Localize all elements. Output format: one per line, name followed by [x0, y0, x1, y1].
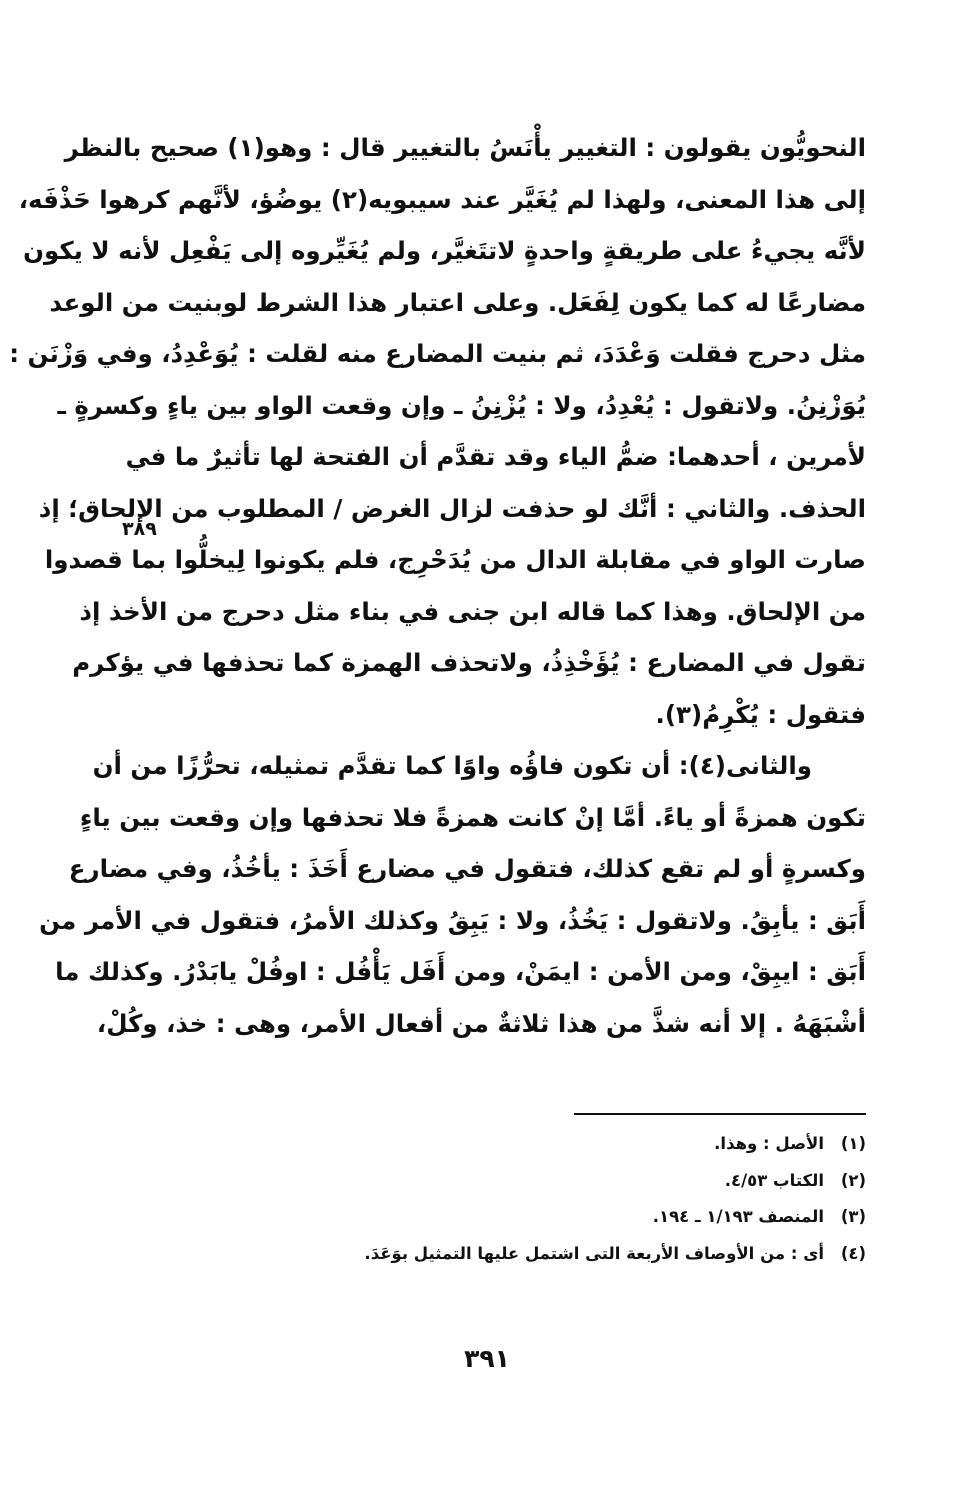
page-number: ٣٩١ — [464, 1344, 510, 1373]
text-line: مثل دحرج فقلت وَعْدَدَ، ثم بنيت المضارع منه لقلت : يُوَعْدِدُ، وفي وَزْنَن : — [9, 339, 866, 368]
footnote-item — [266, 1199, 866, 1236]
text-line: الحذف. والثاني : أنَّك لو حذفت لزال الغرض / المطلوب من الإلحاق؛ إذ — [38, 493, 866, 523]
text-line: والثانى(٤): أن تكون فاؤُه واوًا كما تقدَّم تمثيله، تحرُّزًا من أن — [92, 751, 812, 780]
text-line: لأنَّه يجيءُ على طريقةٍ واحدةٍ لاتتَغيَّر، ولم يُغَيِّروه إلى يَفْعِل لأنه لا يكون — [23, 236, 866, 265]
text-line: من الإلحاق. وهذا كما قاله ابن جنى في بناء مثل دحرج من الأخذ إذ — [79, 596, 866, 626]
text-line: صارت الواو في مقابلة الدال من يُدَحْرِج، فلم يكونوا لِيخلُّوا بما قصدوا — [44, 545, 866, 574]
text-line: تقول في المضارع : يُؤَخْذِذُ، ولاتحذف الهمزة كما تحذفها في يؤكرم — [72, 648, 866, 677]
footnote-item — [266, 1163, 866, 1200]
footnote-number: (٣) — [840, 1207, 866, 1226]
text-line: النحويُّون يقولون : التغيير يأْنَسُ بالتغيير قال : وهو(١) صحيح بالنظر — [64, 133, 866, 162]
footnote-item — [266, 1126, 866, 1163]
text-line: وكسرةٍ أو لم تقع كذلك، فتقول في مضارع أَخَذَ : يأخُذُ، وفي مضارع — [68, 854, 866, 883]
text-line: مضارعًا له كما يكون لِفَعَل. وعلى اعتبار هذا الشرط لوبنيت من الوعد — [49, 287, 866, 317]
footnote-item — [266, 1236, 866, 1273]
text-line: لأمرين ، أحدهما: ضمُّ الياء وقد تقدَّم أن الفتحة لها تأثيرٌ ما في — [125, 442, 866, 471]
footnote-text: أى : من الأوصاف الأربعة التى اشتمل عليها التمثيل بوَعَدَ. — [364, 1243, 824, 1263]
text-line: يُوَزْنِنُ. ولاتقول : يُعْدِدُ، ولا : يُزْنِنُ ـ وإن وقعت الواو بين ياءٍ وكسرةٍ ـ — [57, 390, 866, 420]
footnote-number: (٤) — [840, 1243, 866, 1263]
margin-page-reference: ٣٨٩ — [122, 518, 157, 540]
text-line: إلى هذا المعنى، ولهذا لم يُغَيَّر عند سيبويه(٢) يوضُؤ، لأنَّهم كرهوا حَذْفَه، — [18, 184, 866, 214]
footnote-text: المنصف ١/١٩٣ ـ ١٩٤. — [652, 1207, 824, 1226]
text-line: تكون همزةً أو ياءً. أمَّا إنْ كانت همزةً فلا تحذفها وإن وقعت بين ياءٍ — [79, 802, 866, 832]
text-line: أَبَق : ايبِقْ، ومن الأمن : ايمَنْ، ومن أَفَل يَأْفُل : اوفُلْ يابَدْرُ. وكذلك ما — [55, 957, 866, 986]
footnote-number: (٢) — [840, 1170, 866, 1190]
footnote-text: الكتاب ٤/٥٣. — [724, 1170, 824, 1190]
text-line: أشْبَهَهُ . إلا أنه شذَّ من هذا ثلاثةٌ من أفعال الأمر، وهى : خذ، وكُلْ، — [96, 1008, 866, 1038]
text-line: فتقول : يُكْرِمُ(٣). — [655, 699, 866, 729]
footnote-number: (١) — [840, 1134, 866, 1153]
text-line: أَبَق : يأبِقُ. ولاتقول : يَخُذُ، ولا : يَبِقُ وكذلك الأمرُ، فتقول في الأمر من — [39, 905, 866, 935]
footnote-divider — [574, 1113, 866, 1115]
footnote-text: الأصل : وهذا. — [714, 1134, 824, 1153]
footnotes — [266, 1126, 866, 1272]
